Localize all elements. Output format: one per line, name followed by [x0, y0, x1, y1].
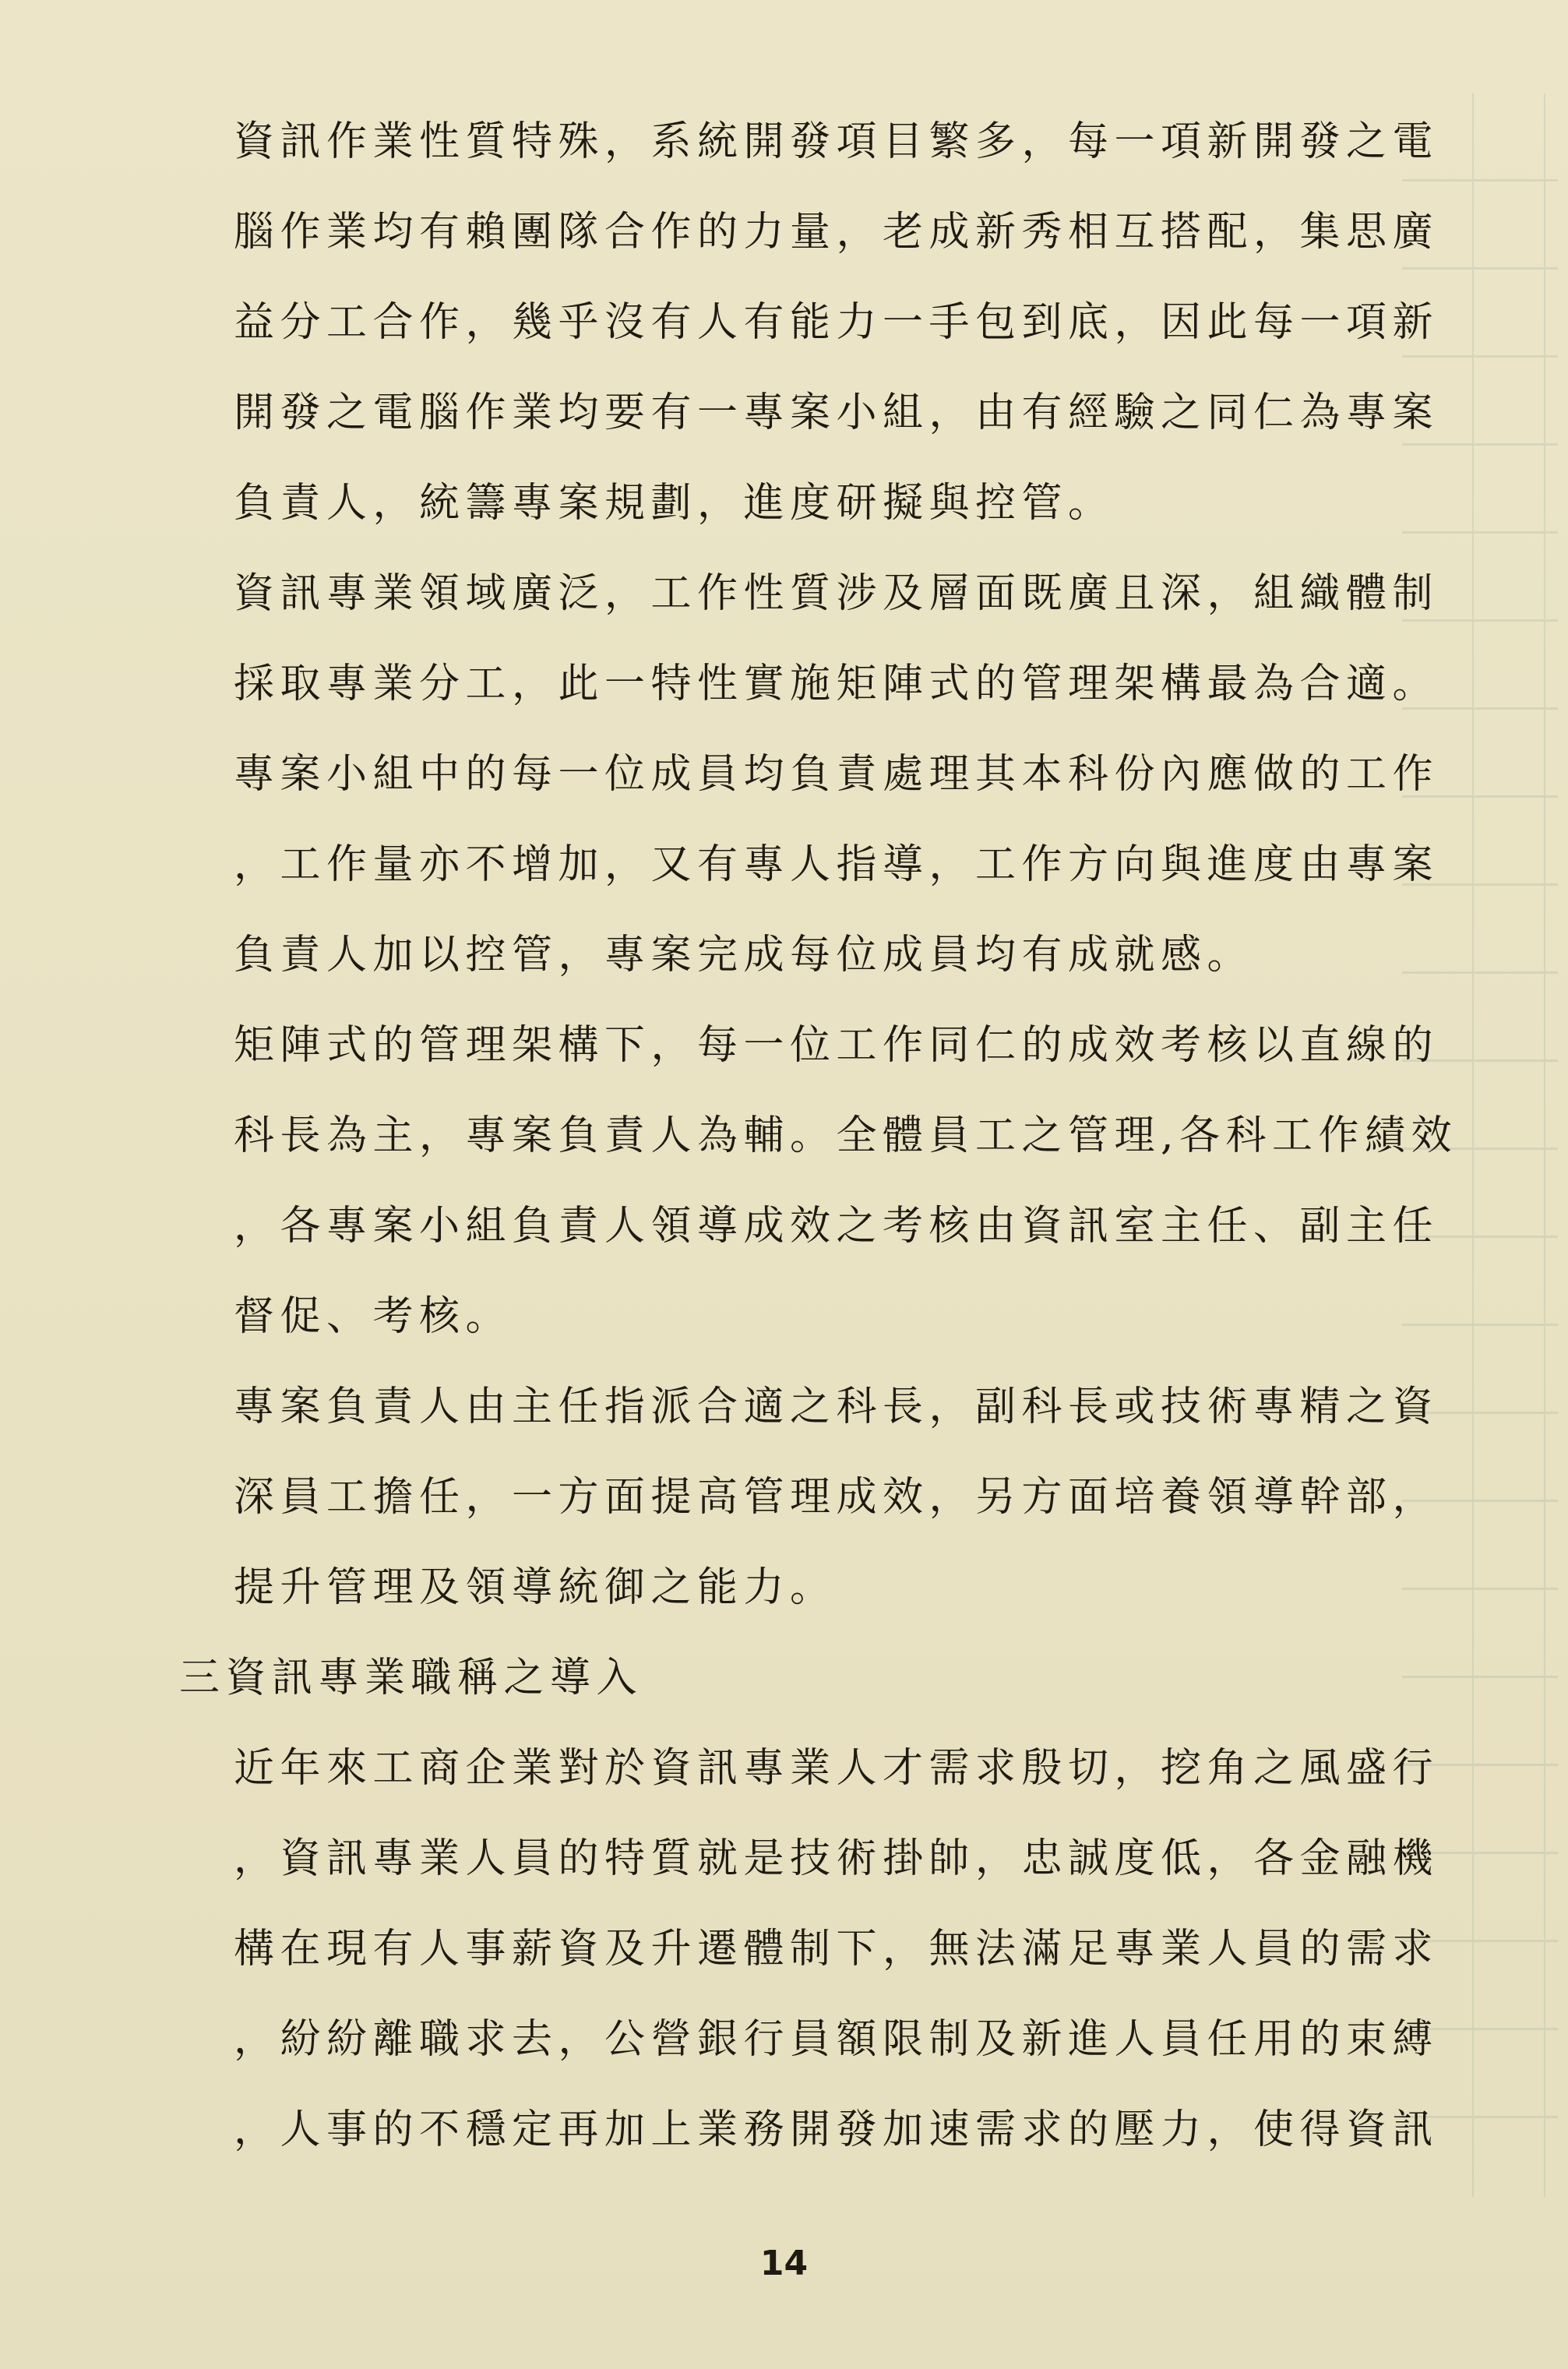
text-line: 專案小組中的每一位成員均負責處理其本科份內應做的工作: [234, 751, 1439, 798]
page-number: 14: [759, 2244, 809, 2283]
text-line: 深員工擔任，一方面提高管理成效，另方面培養領導幹部，: [234, 1474, 1439, 1521]
text-line: 督促、考核。: [234, 1293, 513, 1340]
text-line: 負責人加以控管，專案完成每位成員均有成就感。: [234, 932, 1254, 978]
text-line: 專案負責人由主任指派合適之科長，副科長或技術專精之資: [234, 1384, 1439, 1430]
text-line: 採取專業分工，此一特性實施矩陣式的管理架構最為合適。: [234, 661, 1439, 707]
text-line: ，工作量亦不增加，又有專人指導，工作方向與進度由專案: [234, 841, 1439, 888]
text-line: 矩陣式的管理架構下，每一位工作同仁的成效考核以直線的: [234, 1022, 1439, 1069]
text-line: 構在現有人事薪資及升遷體制下，無法滿足專業人員的需求: [234, 1926, 1439, 1972]
text-line: ，人事的不穩定再加上業務開發加速需求的壓力，使得資訊: [234, 2106, 1439, 2153]
section-heading: 三資訊專業職稱之導入: [179, 1655, 643, 1701]
text-line: 近年來工商企業對於資訊專業人才需求殷切，挖角之風盛行: [234, 1745, 1439, 1792]
text-line: 益分工合作，幾乎沒有人有能力一手包到底，因此每一項新: [234, 299, 1439, 346]
text-line: ，紛紛離職求去，公營銀行員額限制及新進人員任用的束縛: [234, 2016, 1439, 2063]
text-line: 科長為主，專案負責人為輔。全體員工之管理,各科工作績效: [234, 1112, 1458, 1159]
text-line: 提升管理及領導統御之能力。: [234, 1564, 837, 1611]
text-line: 資訊專業領域廣泛，工作性質涉及層面既廣且深，組織體制: [234, 570, 1439, 617]
text-line: 開發之電腦作業均要有一專案小組，由有經驗之同仁為專案: [234, 390, 1439, 436]
text-line: ，資訊專業人員的特質就是技術掛帥，忠誠度低，各金融機: [234, 1835, 1439, 1882]
text-line: ，各專案小組負責人領導成效之考核由資訊室主任、副主任: [234, 1203, 1439, 1250]
text-line: 負責人，統籌專案規劃，進度研擬與控管。: [234, 480, 1115, 527]
text-line: 資訊作業性質特殊，系統開發項目繁多，每一項新開發之電: [234, 118, 1439, 165]
text-line: 腦作業均有賴團隊合作的力量，老成新秀相互搭配，集思廣: [234, 209, 1439, 256]
